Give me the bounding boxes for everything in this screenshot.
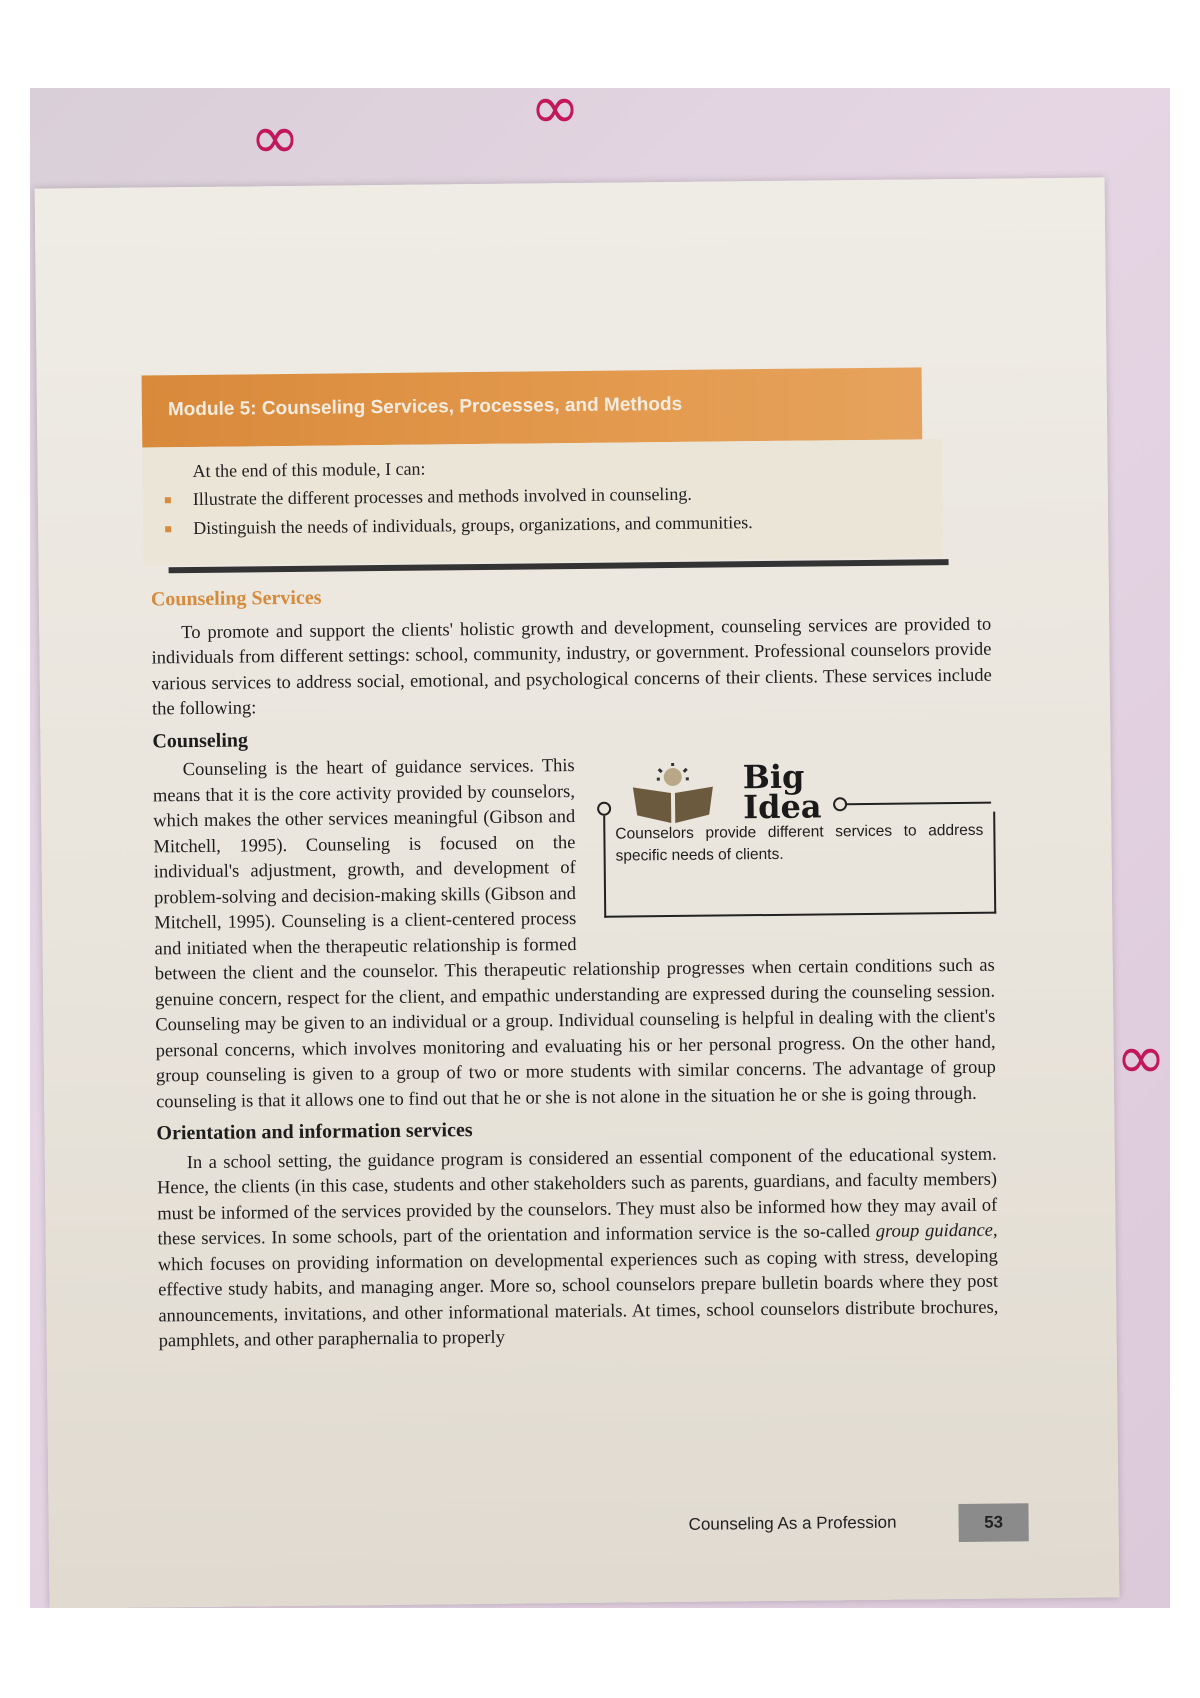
page-footer xyxy=(648,1503,1028,1545)
book-title: Counseling As a Profession xyxy=(688,1512,897,1534)
big-idea-title-line: Idea xyxy=(742,787,822,827)
text-run: In a school setting, the guidance program is considered an essential component of the educational system. Hence, the clients (in this case, students and other stakeholders such as parents, guardians, and faculty members) must be informed of the services provided by the counselors. They must also be informed how they may avail of these services. In some schools, part of the orientation and information service is the so-called xyxy=(156,1144,998,1250)
module-title: Module 5: Counseling Services, Processes, and Methods xyxy=(167,393,683,421)
page-number: 53 xyxy=(958,1503,1028,1542)
connector-dot xyxy=(597,802,611,816)
module-banner xyxy=(142,367,923,447)
learning-objectives xyxy=(142,439,943,565)
ribbon-decoration-icon: ∞ xyxy=(250,103,300,173)
section-title: Counseling Services xyxy=(150,586,322,611)
counseling-heading: Counseling xyxy=(152,728,249,752)
big-idea-title-line: Big xyxy=(742,757,805,797)
photo-background xyxy=(30,88,1170,1608)
page-content xyxy=(151,579,999,1359)
objectives-lead: At the end of this module, I can: xyxy=(192,458,426,482)
book-page xyxy=(35,177,1120,1608)
ribbon-decoration-icon: ∞ xyxy=(1116,1023,1166,1093)
text-run: , which focuses on providing information on developmental experiences such as coping with stress, developing effective study habits, and managing anger. More so, school counselors prepare bulletin boards where they post announcements, invitations, and other informational materials. At times, school counselors distribute brochures, pamphlets, and other paraphernalia to properly xyxy=(157,1220,999,1352)
ribbon-decoration-icon: ∞ xyxy=(530,88,580,143)
objective-item: Illustrate the different processes and methods involved in counseling. xyxy=(143,483,753,510)
big-idea-text: Counselors provide different services to address specific needs of clients. xyxy=(615,821,984,865)
orientation-heading: Orientation and information services xyxy=(156,1119,473,1145)
connector-line xyxy=(845,802,991,806)
intro-paragraph: To promote and support the clients' holistic growth and development, counseling services are provided to individuals from different settings: school, community, industry, or government. Professional counselors provide various services to address social, emotional, and psychological concerns of their clients. These services include the following: xyxy=(151,614,992,720)
emphasis-text: group guidance xyxy=(875,1220,994,1242)
big-idea-box xyxy=(593,750,995,934)
counseling-paragraph: Counseling is the heart of guidance services. This means that it is the core activity provided by counselors, which makes the other services meaningful (Gibson and Mitchell, 1995). Counseling is focused on the individual's adjustment, growth, and development of problem-solving and decision-making skills (Gibson and Mitchell, 1995). Counseling is a client-centered process and initiated when the therapeutic relationship is formed between the client and the counselor. This therapeutic relationship progresses when certain conditions such as genuine concern, respect for the client, and empathic understanding are expressed during the counseling session. Counseling may be given to an individual or a group. Individual counseling is helpful in dealing with the client's personal concerns, which involves monitoring and evaluating his or her personal progress. On the other hand, group counseling is given to a group of two or more students with similar concerns. The advantage of group counseling is that it allows one to find out that he or she is not alone in the situation he or she is going through. xyxy=(152,756,996,1112)
big-idea-frame xyxy=(603,812,996,918)
objective-item: Distinguish the needs of individuals, groups, organizations, and communities. xyxy=(143,512,753,539)
orientation-paragraph xyxy=(157,1142,999,1355)
